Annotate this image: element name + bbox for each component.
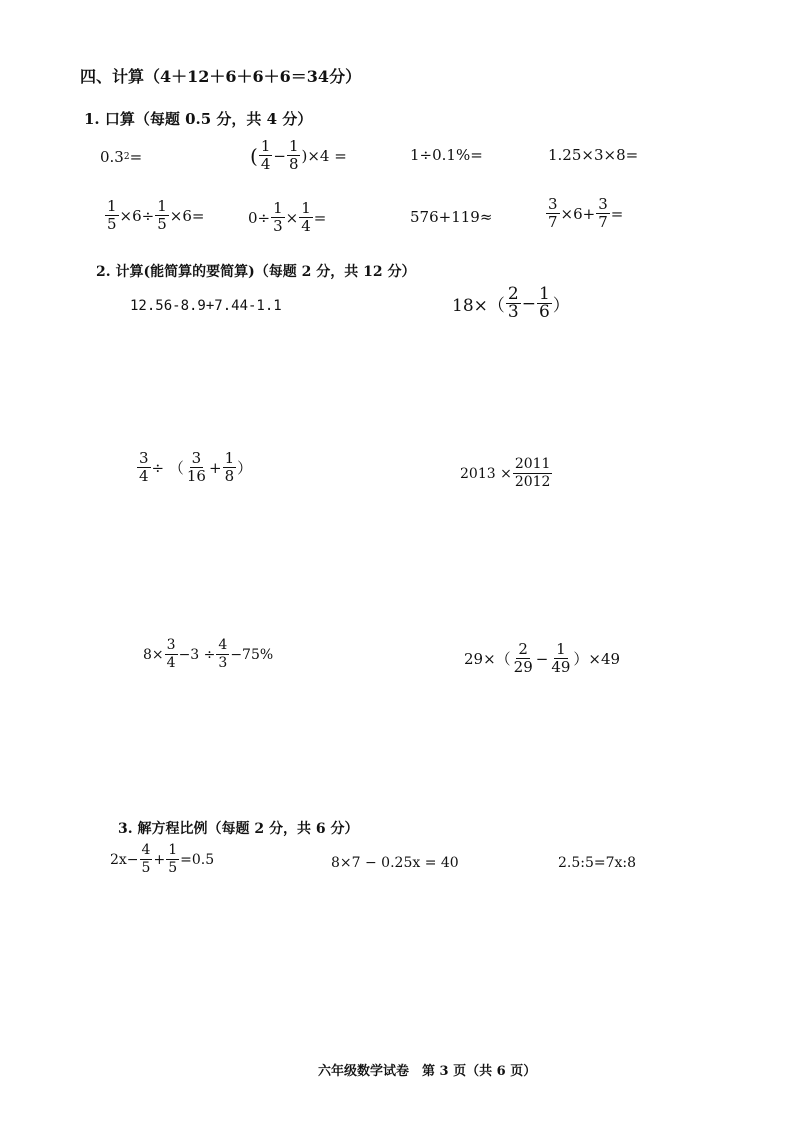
numerator: 3: [548, 195, 558, 213]
page-footer: 六年级数学试卷 第 3 页（共 6 页）: [318, 1064, 537, 1079]
denominator: 5: [141, 860, 151, 876]
fraction: [287, 138, 301, 173]
numerator: 1: [168, 842, 178, 858]
tail: ）: [237, 459, 253, 477]
fraction: [166, 842, 179, 877]
numerator: 1: [273, 199, 283, 217]
part3-heading: 3. 解方程比例（每题 2 分，共 6 分）: [118, 821, 359, 837]
calc-item-4: [460, 456, 553, 491]
open-paren: (: [250, 143, 258, 168]
middle: ÷ （: [151, 459, 184, 477]
head: 29×（: [464, 650, 511, 668]
numerator: 1: [288, 137, 299, 155]
fraction: [259, 138, 273, 173]
denominator: 4: [260, 155, 271, 173]
fraction: [271, 200, 285, 235]
fraction: [155, 198, 169, 233]
oral-item-4: 1.25×3×8=: [548, 146, 639, 164]
equation-item-1: [110, 842, 214, 877]
numerator: 1: [260, 137, 271, 155]
fraction: [185, 450, 208, 485]
fraction: [299, 200, 313, 235]
middle: ×: [285, 208, 299, 227]
fraction: [546, 196, 560, 231]
calc-item-3: [136, 450, 252, 485]
operator: −: [521, 293, 536, 314]
middle: −3 ÷: [178, 646, 216, 663]
equation-item-3: 2.5:5=7x:8: [558, 855, 637, 871]
head: 18×（: [452, 296, 505, 316]
calc-item-5: [143, 637, 273, 672]
fraction: [216, 637, 229, 672]
oral-item-2: [250, 138, 347, 173]
numerator: 3: [166, 637, 176, 653]
middle: ×6÷: [119, 206, 155, 225]
fraction: [223, 450, 237, 485]
part1-heading: 1. 口算（每题 0.5 分，共 4 分）: [84, 110, 313, 128]
numerator: 2: [507, 284, 519, 304]
numerator: 1: [224, 449, 235, 467]
fraction: [506, 286, 521, 321]
middle: ×6+: [560, 204, 596, 223]
tail: =0.5: [180, 851, 215, 868]
numerator: 2: [518, 640, 528, 658]
head: 0÷: [248, 208, 271, 227]
denominator: 3: [507, 302, 519, 322]
fraction: [549, 641, 572, 676]
tail: )×4 =: [301, 146, 347, 165]
operator: +: [208, 458, 222, 477]
oral-item-1: [100, 148, 142, 166]
oral-item-7: 576+119≈: [410, 208, 493, 226]
denominator: 4: [166, 655, 176, 671]
denominator: 7: [598, 213, 608, 231]
part2-heading: 2. 计算(能简算的要简算)（每题 2 分，共 12 分）: [96, 264, 416, 280]
denominator: 49: [551, 658, 571, 676]
denominator: 6: [538, 302, 550, 322]
fraction: [513, 456, 553, 491]
operator: −: [535, 649, 549, 668]
section-title: 四、计算（4＋12＋6＋6＋6＝34分）: [80, 67, 362, 86]
fraction: [596, 196, 610, 231]
operator: +: [153, 851, 166, 868]
numerator: 3: [139, 449, 149, 467]
calc-item-6: [464, 641, 620, 676]
tail: =: [610, 204, 624, 223]
numerator: 1: [556, 640, 566, 658]
numerator: 4: [141, 842, 151, 858]
tail: ）×49: [573, 650, 621, 668]
oral-item-5: [104, 198, 204, 233]
denominator: 16: [186, 467, 206, 485]
tail: ×6=: [169, 206, 205, 225]
denominator: 3: [218, 655, 228, 671]
fraction: [512, 641, 535, 676]
tail: =: [129, 148, 143, 166]
numerator: 3: [598, 195, 608, 213]
head: 2013 ×: [460, 465, 512, 482]
numerator: 1: [301, 199, 311, 217]
denominator: 7: [548, 213, 558, 231]
denominator: 2012: [514, 474, 551, 490]
numerator: 2011: [514, 456, 551, 472]
calc-item-2: [452, 286, 570, 321]
operator: −: [273, 146, 286, 165]
numerator: 4: [218, 637, 228, 653]
head: 2x−: [110, 851, 139, 868]
fraction: [140, 842, 153, 877]
tail: ）: [552, 296, 570, 316]
denominator: 4: [301, 217, 311, 235]
denominator: 3: [273, 217, 283, 235]
oral-item-8: [545, 196, 623, 231]
denominator: 29: [513, 658, 533, 676]
fraction: [165, 637, 178, 672]
numerator: 3: [191, 449, 202, 467]
denominator: 8: [224, 467, 235, 485]
calc-item-1: 12.56-8.9+7.44-1.1: [130, 298, 282, 314]
fraction: [537, 286, 552, 321]
oral-item-6: [248, 200, 326, 235]
numerator: 1: [157, 197, 167, 215]
numerator: 1: [538, 284, 550, 304]
denominator: 4: [139, 467, 149, 485]
head: 8×: [143, 646, 164, 663]
numerator: 1: [107, 197, 117, 215]
tail: −75%: [230, 646, 274, 663]
fraction: [105, 198, 119, 233]
denominator: 8: [288, 155, 299, 173]
denominator: 5: [157, 215, 167, 233]
base: 0.3: [100, 148, 124, 166]
equation-item-2: 8×7 − 0.25x = 40: [331, 855, 459, 871]
tail: =: [313, 208, 327, 227]
fraction: [137, 450, 151, 485]
denominator: 5: [107, 215, 117, 233]
oral-item-3: 1÷0.1%=: [410, 146, 483, 164]
exponent: 2: [123, 152, 130, 162]
denominator: 5: [168, 860, 178, 876]
